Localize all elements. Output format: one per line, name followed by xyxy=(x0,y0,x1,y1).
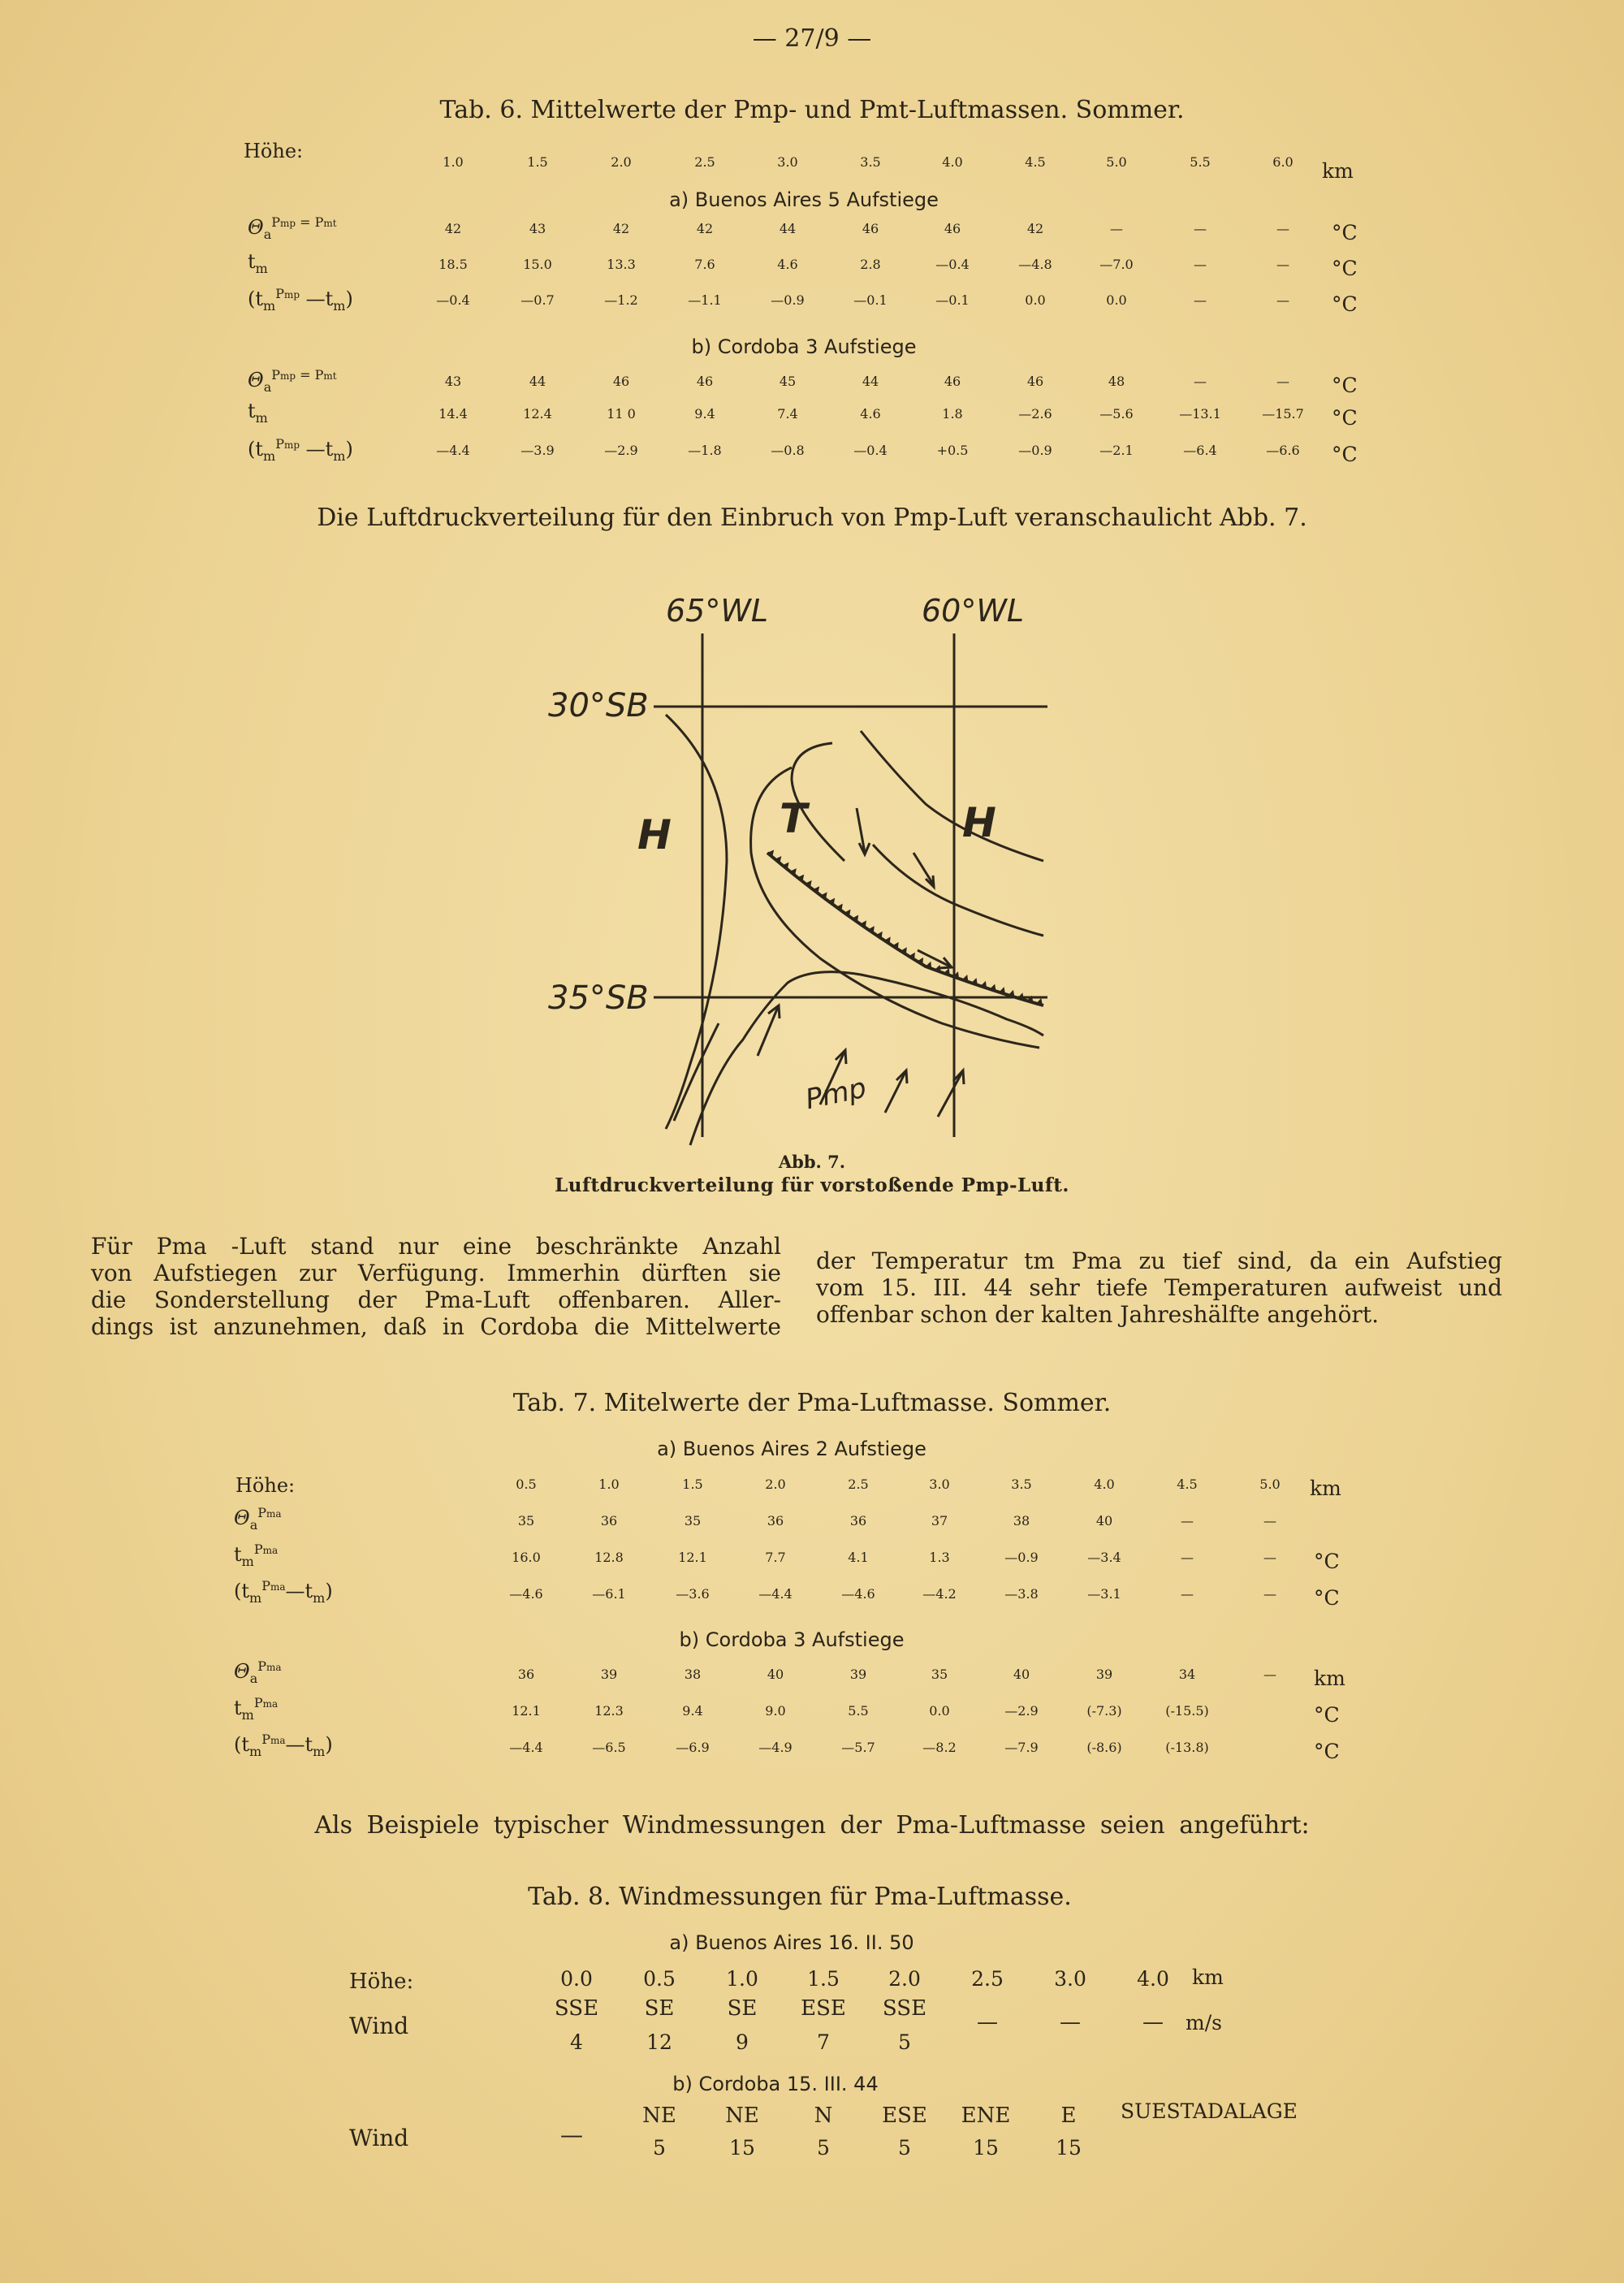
table7-b-cell: 9.4 xyxy=(682,1703,703,1719)
table8-a-direction: SE xyxy=(727,1996,758,2021)
table6-b-unit: °C xyxy=(1332,374,1358,397)
table7-height-cell: 4.0 xyxy=(1094,1477,1115,1492)
wind-intro-sentence: Als Beispiele typischer Windmessungen der Pma-Luftmasse seien angeführt: xyxy=(314,1811,1310,1840)
table8-b-direction: ENE xyxy=(961,2104,1011,2128)
table6-b-cell: —6.4 xyxy=(1183,443,1217,458)
table7-b-row-label: $\Theta_a^{Pma}$ xyxy=(234,1658,282,1686)
isobar-left-inner xyxy=(674,1023,719,1121)
table6-b-cell: 14.4 xyxy=(438,406,468,422)
table6-a-cell: —1.2 xyxy=(604,292,638,308)
table7-a-cell: 16.0 xyxy=(512,1550,541,1565)
table6-b-cell: —4.4 xyxy=(436,443,470,458)
table7-a-cell: —4.6 xyxy=(509,1586,543,1602)
table7-b-row-label: $(t_m^{Pma}—t_m)$ xyxy=(234,1732,333,1759)
table7-section-b: b) Cordoba 3 Aufstiege xyxy=(679,1628,905,1651)
table7-b-unit: °C xyxy=(1314,1703,1340,1727)
table6-a-cell: 18.5 xyxy=(438,257,468,272)
table7-a-cell: 40 xyxy=(1095,1513,1113,1528)
table7-b-unit: km xyxy=(1314,1667,1345,1690)
paragraph-line: von Aufstiegen zur Verfügung. Immerhin dürften sie xyxy=(91,1260,781,1286)
table7-title: Tab. 7. Mitelwerte der Pma-Luftmasse. Sommer. xyxy=(512,1389,1112,1417)
table7-a-cell: — xyxy=(1263,1513,1276,1528)
table7-a-cell: 35 xyxy=(684,1513,702,1528)
paragraph-line: vom 15. III. 44 sehr tiefe Temperaturen aufweist und xyxy=(816,1274,1502,1301)
table7-height-cell: 5.0 xyxy=(1259,1477,1281,1492)
table6-a-cell: —1.1 xyxy=(688,292,722,308)
table7-height-cell: 2.5 xyxy=(848,1477,869,1492)
table7-a-cell: — xyxy=(1181,1586,1194,1602)
table6-b-cell: 46 xyxy=(612,374,630,389)
table7-b-cell: 9.0 xyxy=(765,1703,786,1719)
table8-heights-row xyxy=(0,1967,1624,2000)
table7-a-cell: —0.9 xyxy=(1004,1550,1039,1565)
table7-a-row-label: $\Theta_a^{Pma}$ xyxy=(234,1505,282,1533)
table7-b-cell: —6.9 xyxy=(676,1740,710,1755)
table8-height-cell: 0.5 xyxy=(643,1967,676,1991)
table8-b-speed: 5 xyxy=(653,2136,666,2160)
table8-height-cell: 4.0 xyxy=(1137,1967,1169,1991)
paragraph-line: dings ist anzunehmen, daß in Cordoba die Mittelwerte xyxy=(91,1313,781,1340)
table8-wind-unit: m/s xyxy=(1186,2011,1222,2034)
table8-height-cell: 1.0 xyxy=(726,1967,758,1991)
table6-a-cell: — xyxy=(1194,292,1207,308)
high-right-label: H xyxy=(962,799,996,846)
table8-wind-label-a: Wind xyxy=(349,2013,409,2039)
table7-b-cell: 36 xyxy=(517,1667,535,1682)
table6-b-cell: 12.4 xyxy=(523,406,552,422)
table6-height-unit: km xyxy=(1322,159,1354,183)
table6-a-cell: 43 xyxy=(529,221,546,236)
table6-a-cell: 46 xyxy=(944,221,961,236)
table7-heights-row xyxy=(0,1477,1624,1509)
table6-b-cell: 45 xyxy=(779,374,797,389)
table7-a-cell: —4.2 xyxy=(922,1586,957,1602)
table7-b-cell: 38 xyxy=(684,1667,702,1682)
table6-b-cell: —15.7 xyxy=(1262,406,1304,422)
table6-b-cell: 11 0 xyxy=(607,406,636,422)
table7-a-row-label: $(t_m^{Pma}—t_m)$ xyxy=(234,1578,333,1606)
table6-a-cell: 44 xyxy=(779,221,797,236)
isobar-left-outer xyxy=(666,715,727,1129)
table6-b-cell: 46 xyxy=(696,374,714,389)
table7-a-unit: °C xyxy=(1314,1550,1340,1573)
table6-a-cell: —0.1 xyxy=(935,292,970,308)
table6-a-cell: 42 xyxy=(612,221,630,236)
table6-a-row-label: ($t_m^{Pmp}$ $—t_m$) xyxy=(248,286,353,313)
table6-a-cell: 42 xyxy=(444,221,462,236)
table6-b-cell: 46 xyxy=(1026,374,1044,389)
table6-a-cell: 0.0 xyxy=(1025,292,1046,308)
table8-height-label: Höhe: xyxy=(349,1970,414,1994)
table8-a-direction: SSE xyxy=(554,1996,599,2021)
table6-height-cell: 1.5 xyxy=(527,154,548,170)
table6-a-cell: —4.8 xyxy=(1018,257,1052,272)
table6-a-cell: —0.1 xyxy=(853,292,888,308)
table7-a-unit: °C xyxy=(1314,1586,1340,1610)
table8-b-direction: NE xyxy=(725,2104,759,2128)
label-65wl: 65°WL xyxy=(666,593,769,629)
table7-b-cell: 12.1 xyxy=(512,1703,541,1719)
figure-caption-number: Abb. 7. xyxy=(778,1152,846,1172)
table6-title: Tab. 6. Mittelwerte der Pmp- und Pmt-Luftmassen. Sommer. xyxy=(439,96,1185,124)
table6-a-unit: °C xyxy=(1332,257,1358,280)
table8-b-speed: 15 xyxy=(973,2136,999,2160)
table6-b-unit: °C xyxy=(1332,406,1358,430)
pressure-map-figure xyxy=(520,585,1072,1153)
table7-a-cell: — xyxy=(1181,1513,1194,1528)
table6-a-cell: —0.7 xyxy=(520,292,555,308)
table7-a-cell: — xyxy=(1263,1550,1276,1565)
table7-b-cell: 34 xyxy=(1178,1667,1196,1682)
paragraph-right-column xyxy=(816,1247,1502,1328)
table6-a-cell: 2.8 xyxy=(860,257,881,272)
table6-a-cell: —7.0 xyxy=(1099,257,1134,272)
table6-b-row-label: ($t_m^{Pmp}$ $—t_m$) xyxy=(248,436,353,464)
table6-a-cell: 7.6 xyxy=(694,257,715,272)
table6-a-cell: 46 xyxy=(862,221,879,236)
table7-a-cell: —3.6 xyxy=(676,1586,710,1602)
table7-a-cell: 38 xyxy=(1013,1513,1030,1528)
table7-a-cell: —3.4 xyxy=(1087,1550,1121,1565)
table6-b-cell: 7.4 xyxy=(777,406,798,422)
table7-b-cell: (-8.6) xyxy=(1086,1740,1122,1755)
table8-b-direction: N xyxy=(814,2104,833,2128)
table7-a-cell: — xyxy=(1263,1586,1276,1602)
table7-b-cell: —5.7 xyxy=(841,1740,875,1755)
table6-heights-row xyxy=(0,154,1624,187)
table7-height-cell: 2.0 xyxy=(765,1477,786,1492)
table6-a-unit: °C xyxy=(1332,292,1358,316)
table8-a-direction: ESE xyxy=(801,1996,846,2021)
table7-a-cell: —6.1 xyxy=(592,1586,626,1602)
table7-height-unit: km xyxy=(1310,1477,1341,1500)
table6-a-cell: — xyxy=(1276,221,1289,236)
table6-b-cell: —5.6 xyxy=(1099,406,1134,422)
table7-b-cell: 0.0 xyxy=(929,1703,950,1719)
table6-a-cell: — xyxy=(1276,257,1289,272)
table6-b-cell: 44 xyxy=(862,374,879,389)
table7-height-cell: 1.0 xyxy=(598,1477,620,1492)
table6-a-cell: — xyxy=(1276,292,1289,308)
table6-b-cell: —2.6 xyxy=(1018,406,1052,422)
table6-b-cell: —13.1 xyxy=(1179,406,1221,422)
table7-b-cell: —6.5 xyxy=(592,1740,626,1755)
table8-b-direction: NE xyxy=(642,2104,676,2128)
table7-a-cell: —4.6 xyxy=(841,1586,875,1602)
table8-a-speed: 12 xyxy=(646,2030,672,2054)
table8-height-cell: 2.0 xyxy=(888,1967,921,1991)
table7-b-cell: —4.9 xyxy=(758,1740,793,1755)
table6-a-cell: 0.0 xyxy=(1106,292,1127,308)
table7-height-cell: 4.5 xyxy=(1177,1477,1198,1492)
table6-height-cell: 3.5 xyxy=(860,154,881,170)
table7-b-row-label: $t_m^{Pma}$ xyxy=(234,1695,279,1723)
label-35sb: 35°SB xyxy=(548,979,649,1017)
table8-height-cell: 0.0 xyxy=(560,1967,593,1991)
table7-height-cell: 3.0 xyxy=(929,1477,950,1492)
table6-a-cell: —0.4 xyxy=(436,292,470,308)
table7-a-cell: —3.1 xyxy=(1087,1586,1121,1602)
table8-height-cell: 3.0 xyxy=(1054,1967,1086,1991)
table6-height-label: Höhe: xyxy=(244,140,304,162)
table7-b-cell: —2.9 xyxy=(1004,1703,1039,1719)
table6-height-cell: 2.0 xyxy=(611,154,632,170)
table6-b-cell: — xyxy=(1276,374,1289,389)
table6-b-cell: 46 xyxy=(944,374,961,389)
table7-height-cell: 1.5 xyxy=(682,1477,703,1492)
table7-a-cell: 36 xyxy=(600,1513,618,1528)
flow-arrows xyxy=(758,808,964,1117)
table8-a-speed: 5 xyxy=(898,2030,911,2054)
table6-height-cell: 4.0 xyxy=(942,154,963,170)
table7-b-cell: 40 xyxy=(1013,1667,1030,1682)
table8-b-speed: 15 xyxy=(1056,2136,1082,2160)
table6-b-cell: —6.6 xyxy=(1266,443,1300,458)
figure-intro-sentence: Die Luftdruckverteilung für den Einbruch von Pmp-Luft veranschaulicht Abb. 7. xyxy=(317,504,1307,532)
isobar-right-mid xyxy=(873,845,1043,936)
table7-a-cell: 4.1 xyxy=(848,1550,869,1565)
figure-caption-text: Luftdruckverteilung für vorstoßende Pmp-Luft. xyxy=(555,1174,1069,1196)
table7-b-unit: °C xyxy=(1314,1740,1340,1763)
table6-a-row-label: $\Theta_a^{Pmp = Pmt}$ xyxy=(248,214,337,242)
table6-a-cell: —0.9 xyxy=(771,292,805,308)
table7-a-cell: 37 xyxy=(931,1513,948,1528)
table7-a-cell: 7.7 xyxy=(765,1550,786,1565)
table7-b-cell: (-13.8) xyxy=(1165,1740,1209,1755)
table8-b-speed: 5 xyxy=(817,2136,830,2160)
table6-b-cell: —0.9 xyxy=(1018,443,1052,458)
table8-section-a: a) Buenos Aires 16. II. 50 xyxy=(669,1931,914,1954)
table7-b-cell: 12.3 xyxy=(594,1703,624,1719)
table8-b-first-cell: — xyxy=(560,2121,583,2148)
low-label: T xyxy=(780,795,808,842)
label-30sb: 30°SB xyxy=(548,687,649,724)
table8-b-direction: E xyxy=(1060,2104,1077,2128)
table8-a-direction: SSE xyxy=(882,1996,927,2021)
table6-section-a: a) Buenos Aires 5 Aufstiege xyxy=(669,188,939,211)
table7-a-cell: —3.8 xyxy=(1004,1586,1039,1602)
table6-a-cell: — xyxy=(1194,257,1207,272)
table7-a-cell: —4.4 xyxy=(758,1586,793,1602)
table6-height-cell: 5.0 xyxy=(1106,154,1127,170)
airmass-label: Pmp xyxy=(802,1071,870,1117)
table6-b-unit: °C xyxy=(1332,443,1358,466)
table6-a-cell: 15.0 xyxy=(523,257,552,272)
table8-b-note: SUESTADALAGE xyxy=(1121,2099,1298,2123)
table7-b-cell: —7.9 xyxy=(1004,1740,1039,1755)
table8-a-direction: — xyxy=(977,2010,998,2034)
table8-a-direction: SE xyxy=(644,1996,675,2021)
table6-b-cell: 43 xyxy=(444,374,462,389)
table6-b-cell: 4.6 xyxy=(860,406,881,422)
table6-b-cell: — xyxy=(1194,374,1207,389)
table6-b-cell: —3.9 xyxy=(520,443,555,458)
table6-a-cell: 4.6 xyxy=(777,257,798,272)
paragraph-line: offenbar schon der kalten Jahreshälfte angehört. xyxy=(816,1301,1379,1328)
table6-b-cell: 48 xyxy=(1108,374,1125,389)
table7-b-cell: 39 xyxy=(600,1667,618,1682)
table6-b-row-label: $\Theta_a^{Pmp = Pmt}$ xyxy=(248,367,337,395)
table6-height-cell: 6.0 xyxy=(1272,154,1294,170)
paragraph-line: die Sonderstellung der Pma-Luft offenbaren. Aller- xyxy=(91,1286,781,1313)
table7-a-cell: — xyxy=(1181,1550,1194,1565)
table7-a-row-label: $t_m^{Pma}$ xyxy=(234,1541,279,1569)
table8-b-speed: 5 xyxy=(898,2136,911,2160)
table8-a-speed: 9 xyxy=(736,2030,749,2054)
table8-section-b: b) Cordoba 15. III. 44 xyxy=(672,2073,879,2095)
table7-height-cell: 3.5 xyxy=(1011,1477,1032,1492)
table8-a-speed: 7 xyxy=(817,2030,830,2054)
table7-height-cell: 0.5 xyxy=(516,1477,537,1492)
table7-a-cell: 36 xyxy=(849,1513,867,1528)
table6-height-cell: 4.5 xyxy=(1025,154,1046,170)
table7-a-cell: 1.3 xyxy=(929,1550,950,1565)
table6-a-cell: 42 xyxy=(1026,221,1044,236)
table6-b-cell: —2.9 xyxy=(604,443,638,458)
table6-height-cell: 2.5 xyxy=(694,154,715,170)
table7-a-cell: 35 xyxy=(517,1513,535,1528)
paragraph-line: Für Pma -Luft stand nur eine beschränkte Anzahl xyxy=(91,1233,781,1260)
table6-b-cell: —0.4 xyxy=(853,443,888,458)
table8-b-speed: 15 xyxy=(729,2136,755,2160)
table6-height-cell: 5.5 xyxy=(1190,154,1211,170)
isobar-right-top xyxy=(861,731,1043,861)
table7-b-cell: — xyxy=(1263,1667,1276,1682)
table6-b-cell: 9.4 xyxy=(694,406,715,422)
table7-b-cell: 39 xyxy=(1095,1667,1113,1682)
page-number: — 27/9 — xyxy=(752,24,872,53)
table6-b-cell: +0.5 xyxy=(936,443,969,458)
table8-height-unit: km xyxy=(1192,1965,1224,1989)
table7-b-cell: (-15.5) xyxy=(1165,1703,1209,1719)
table7-b-cell: 35 xyxy=(931,1667,948,1682)
table7-a-cell: 12.1 xyxy=(678,1550,707,1565)
table7-b-cell: 5.5 xyxy=(848,1703,869,1719)
table6-a-cell: —0.4 xyxy=(935,257,970,272)
table7-section-a: a) Buenos Aires 2 Aufstiege xyxy=(657,1438,926,1460)
table7-b-cell: 40 xyxy=(767,1667,784,1682)
table6-b-cell: 1.8 xyxy=(942,406,963,422)
table6-height-cell: 3.0 xyxy=(777,154,798,170)
table6-height-cell: 1.0 xyxy=(443,154,464,170)
table6-a-cell: 42 xyxy=(696,221,714,236)
table7-a-cell: 12.8 xyxy=(594,1550,624,1565)
table6-b-cell: —1.8 xyxy=(688,443,722,458)
paragraph-line: der Temperatur tm Pma zu tief sind, da ein Aufstieg xyxy=(816,1247,1502,1274)
table7-b-cell: —4.4 xyxy=(509,1740,543,1755)
table8-wind-label-b: Wind xyxy=(349,2125,409,2151)
table7-height-label: Höhe: xyxy=(235,1474,296,1497)
paragraph-left-column xyxy=(91,1233,781,1340)
table6-b-cell: —2.1 xyxy=(1099,443,1134,458)
table8-height-cell: 2.5 xyxy=(971,1967,1004,1991)
table6-b-cell: 44 xyxy=(529,374,546,389)
table7-a-cell: 36 xyxy=(767,1513,784,1528)
label-60wl: 60°WL xyxy=(922,593,1025,629)
table7-b-cell: 39 xyxy=(849,1667,867,1682)
table6-a-row-label: $t_m$ xyxy=(248,250,268,276)
table6-a-cell: — xyxy=(1110,221,1123,236)
table6-a-unit: °C xyxy=(1332,221,1358,244)
high-left-label: H xyxy=(637,811,672,858)
table7-b-cell: —8.2 xyxy=(922,1740,957,1755)
table6-b-row-label: $t_m$ xyxy=(248,400,268,426)
table8-a-speed: 4 xyxy=(570,2030,583,2054)
table6-section-b: b) Cordoba 3 Aufstiege xyxy=(691,335,917,358)
table8-b-direction: ESE xyxy=(882,2104,927,2128)
table7-b-cell: (-7.3) xyxy=(1086,1703,1122,1719)
table6-a-cell: — xyxy=(1194,221,1207,236)
table6-a-cell: 13.3 xyxy=(607,257,636,272)
table8-a-direction: — xyxy=(1142,2010,1164,2034)
table8-height-cell: 1.5 xyxy=(807,1967,840,1991)
table6-b-cell: —0.8 xyxy=(771,443,805,458)
table8-title: Tab. 8. Windmessungen für Pma-Luftmasse. xyxy=(528,1883,1072,1911)
table8-a-direction: — xyxy=(1060,2010,1081,2034)
